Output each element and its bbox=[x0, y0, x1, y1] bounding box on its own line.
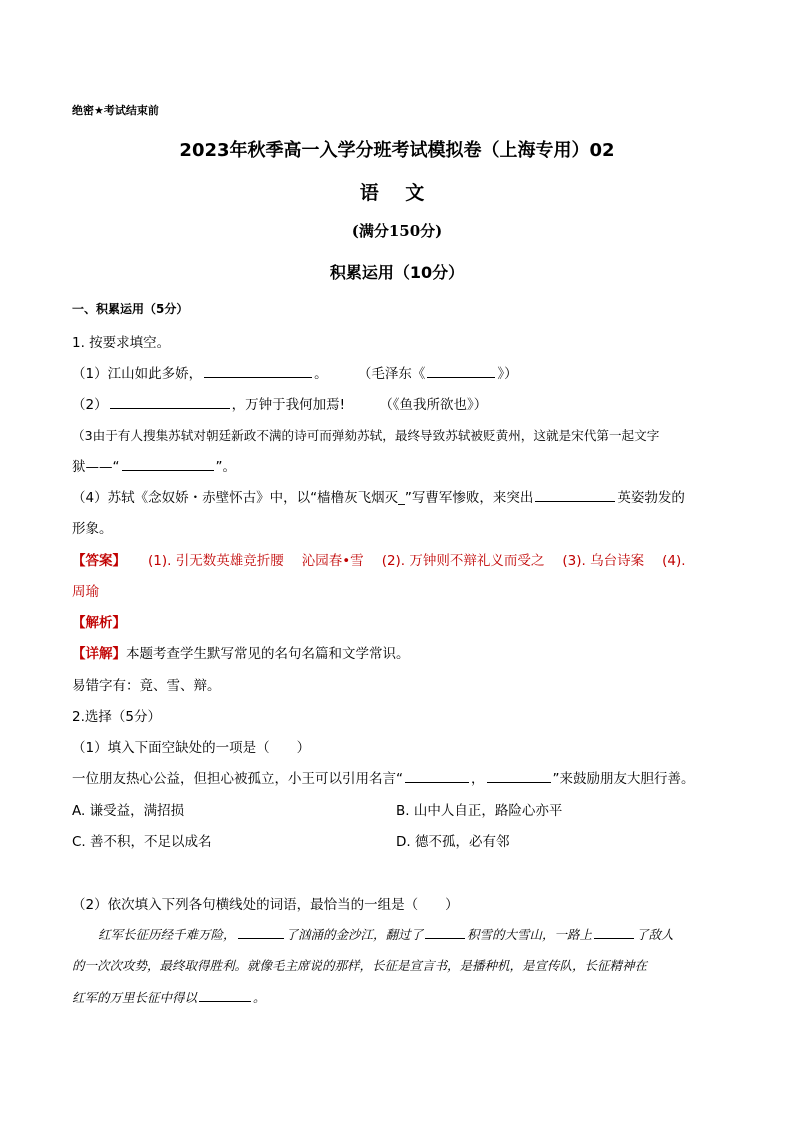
q1-1-text-b: 。 bbox=[314, 366, 328, 382]
q1-3-line1: （3由于有人搜集苏轼对朝廷新政不满的诗可而弹劾苏轼，最终导致苏轼被贬黄州，这就是宋代第一起文字 bbox=[72, 428, 660, 443]
secret-mark: 绝密★考试结束前 bbox=[72, 104, 159, 117]
answer-blank[interactable] bbox=[487, 768, 551, 783]
q1-2 bbox=[72, 393, 487, 413]
q2-1-text-c: ”来鼓励朋友大胆行善。 bbox=[552, 771, 695, 787]
q2-1-stem: （1）填入下面空缺处的一项是（ ） bbox=[72, 740, 311, 756]
full-score: (满分150分) bbox=[351, 222, 443, 240]
passage-line-1 bbox=[98, 924, 674, 943]
q2-1-context bbox=[72, 767, 695, 787]
q1-3-text-b: 狱——“ bbox=[72, 459, 120, 475]
q1-1-text-d: 》） bbox=[497, 366, 518, 382]
q1-3-text-c: ”。 bbox=[215, 459, 236, 475]
answer-2: 沁园春•雪 bbox=[301, 553, 364, 569]
answer-label: 【答案】 bbox=[72, 553, 126, 569]
answer-blank[interactable] bbox=[405, 768, 469, 783]
answer-blank[interactable] bbox=[204, 363, 312, 378]
detail-line bbox=[72, 642, 410, 662]
detail-text: 本题考查学生默写常见的名句名篇和文学常识。 bbox=[126, 646, 410, 662]
answer-blank[interactable] bbox=[122, 456, 214, 471]
q2-stem: 2.选择（5分） bbox=[72, 709, 161, 725]
q1-2-text-a: （2） bbox=[72, 397, 108, 413]
part-title: 积累运用（10分） bbox=[329, 263, 465, 282]
answer-blank[interactable] bbox=[535, 487, 615, 502]
option-b[interactable]: B. 山中人自正，路险心亦平 bbox=[396, 803, 563, 819]
answer-blank[interactable] bbox=[594, 924, 634, 939]
option-d[interactable]: D. 德不孤，必有邻 bbox=[396, 834, 510, 850]
q1-1 bbox=[72, 362, 518, 382]
answer-5: (4). bbox=[662, 553, 686, 569]
answer-1: (1). 引无数英雄竞折腰 bbox=[148, 553, 284, 569]
q1-4-line2: 形象。 bbox=[72, 521, 113, 537]
exam-title: 2023年秋季高一入学分班考试模拟卷（上海专用）02 bbox=[179, 140, 615, 161]
answer-continued: 周瑜 bbox=[72, 584, 99, 600]
q1-1-text-a: （1）江山如此多娇， bbox=[72, 366, 203, 382]
q1-3-line2 bbox=[72, 455, 236, 475]
q2-1-text-a: 一位朋友热心公益，但担心被孤立，小王可以引用名言“ bbox=[72, 771, 403, 787]
passage-text-d: 了敌人 bbox=[636, 927, 674, 942]
q1-2-text-c: （《鱼我所欲也》） bbox=[379, 397, 488, 413]
detail-label: 【详解】 bbox=[72, 646, 126, 662]
answer-line bbox=[72, 549, 704, 569]
section-heading: 一、积累运用（5分） bbox=[72, 302, 189, 316]
passage-text-e: 红军的万里长征中得以 bbox=[72, 990, 198, 1005]
answer-blank[interactable] bbox=[199, 987, 251, 1002]
analysis-label: 【解析】 bbox=[72, 615, 126, 631]
passage-line-3 bbox=[72, 987, 266, 1006]
answer-blank[interactable] bbox=[110, 394, 230, 409]
passage-text-b: 了汹涌的金沙江，翻过了 bbox=[285, 927, 424, 942]
q1-2-text-b: ，万钟于我何加焉! bbox=[231, 397, 346, 413]
q1-1-text-c: （毛泽东《 bbox=[357, 366, 426, 382]
q2-1-text-b: ， bbox=[471, 771, 485, 787]
q1-4-line1 bbox=[72, 486, 685, 506]
passage-text-c: 积雪的大雪山，一路上 bbox=[467, 927, 593, 942]
option-c[interactable]: C. 善不积，不足以成名 bbox=[72, 834, 212, 850]
passage-line-2: 的一次次攻势，最终取得胜利。就像毛主席说的那样，长征是宣言书，是播种机，是宣传队，长征精神在 bbox=[72, 958, 648, 973]
option-a[interactable]: A. 谦受益，满招损 bbox=[72, 803, 185, 819]
answer-3: (2). 万钟则不辩礼义而受之 bbox=[381, 553, 545, 569]
q2-2-stem: （2）依次填入下列各句横线处的词语，最恰当的一组是（ ） bbox=[72, 897, 459, 913]
passage-text-f: 。 bbox=[253, 990, 266, 1005]
answer-blank[interactable] bbox=[427, 363, 495, 378]
answer-blank[interactable] bbox=[425, 924, 465, 939]
passage-text-a: 红军长征历经千难万险， bbox=[98, 927, 236, 942]
answer-4: (3). 乌台诗案 bbox=[562, 553, 645, 569]
q1-stem: 1. 按要求填空。 bbox=[72, 335, 171, 351]
q1-4-text-a: （4）苏轼《念奴娇・赤壁怀古》中，以“樯橹灰飞烟灭_”写曹军惨败，来突出 bbox=[72, 490, 534, 506]
q1-4-text-b: 英姿勃发的 bbox=[617, 490, 685, 506]
subject-title: 语 文 bbox=[359, 182, 435, 204]
answer-blank[interactable] bbox=[238, 924, 284, 939]
error-prone-words: 易错字有：竟、雪、辩。 bbox=[72, 678, 221, 694]
